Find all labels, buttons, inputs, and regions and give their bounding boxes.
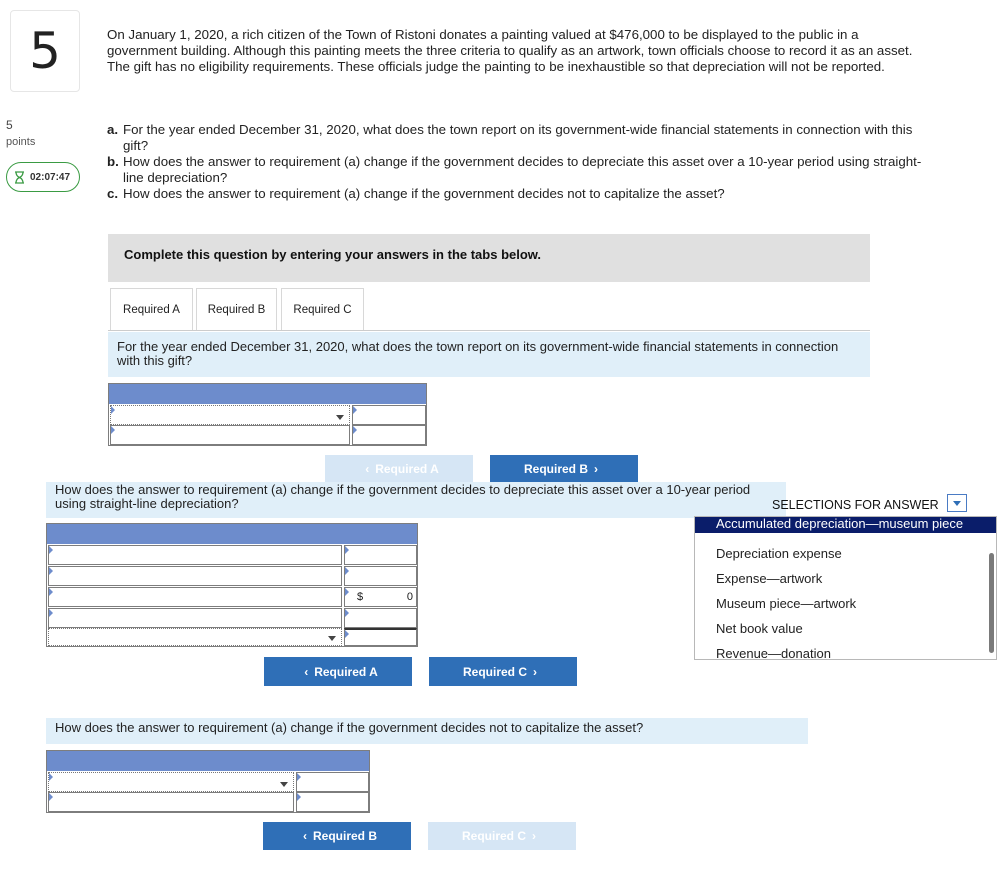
cell-marker bbox=[111, 406, 115, 414]
requirement-letter: b. bbox=[107, 154, 119, 169]
selection-option[interactable]: Net book value bbox=[716, 621, 803, 636]
tab-divider bbox=[108, 330, 870, 331]
chevron-right-icon: › bbox=[594, 462, 598, 476]
cell-marker bbox=[297, 793, 301, 801]
cell-marker bbox=[49, 567, 53, 575]
required-c-next-button bbox=[428, 822, 576, 850]
points-label: points bbox=[6, 136, 36, 148]
amount-input[interactable] bbox=[344, 545, 417, 565]
chevron-right-icon: › bbox=[532, 829, 536, 843]
required-a-prompt: For the year ended December 31, 2020, what does the town report on its government-wide financial statements in connection with this gift? bbox=[108, 332, 870, 377]
dropdown-arrow-icon bbox=[336, 415, 344, 420]
requirement-text: How does the answer to requirement (a) change if the government decides not to capitalize the asset? bbox=[123, 186, 725, 201]
selection-option[interactable]: Expense—artwork bbox=[716, 571, 823, 586]
account-select[interactable] bbox=[48, 628, 342, 646]
amount-value: 0 bbox=[406, 591, 413, 603]
required-b-prompt: How does the answer to requirement (a) change if the government decides to depreciate this asset over a 10-year period using straight-line depreciation? bbox=[46, 482, 786, 518]
cell-marker bbox=[345, 609, 349, 617]
total-input[interactable] bbox=[344, 628, 417, 646]
button-label: Required A bbox=[314, 664, 378, 679]
cell-marker bbox=[111, 426, 115, 434]
cell-marker bbox=[49, 773, 53, 781]
tab-required-c[interactable]: Required C bbox=[281, 288, 364, 330]
scrollbar[interactable] bbox=[989, 553, 994, 653]
cell-marker bbox=[49, 546, 53, 554]
required-b-answer-grid bbox=[46, 523, 418, 647]
required-b-prev-button[interactable] bbox=[263, 822, 411, 850]
amount-input[interactable] bbox=[296, 772, 369, 792]
cell-marker bbox=[345, 546, 349, 554]
tab-required-b[interactable]: Required B bbox=[196, 288, 277, 330]
currency-symbol: $ bbox=[357, 591, 364, 603]
chevron-left-icon: ‹ bbox=[365, 462, 370, 476]
account-input[interactable] bbox=[48, 587, 342, 607]
cell-marker bbox=[353, 426, 357, 434]
dropdown-arrow-icon bbox=[328, 636, 336, 641]
amount-input[interactable] bbox=[344, 608, 417, 628]
cell-marker bbox=[297, 773, 301, 781]
button-label: Required B bbox=[523, 462, 588, 476]
requirement-a bbox=[107, 122, 927, 154]
selection-option[interactable]: Depreciation expense bbox=[716, 546, 842, 561]
button-label: Required B bbox=[312, 829, 377, 843]
button-label: Required A bbox=[375, 462, 439, 476]
required-a-prev-button bbox=[325, 455, 473, 483]
dropdown-arrow-icon bbox=[280, 782, 288, 787]
requirement-b bbox=[107, 154, 927, 186]
amount-input[interactable] bbox=[344, 587, 417, 607]
selections-dropdown-toggle[interactable] bbox=[947, 494, 967, 512]
grid-header bbox=[47, 524, 417, 544]
tab-required-a[interactable]: Required A bbox=[110, 288, 193, 330]
required-c-answer-grid bbox=[46, 750, 370, 813]
chevron-left-icon: ‹ bbox=[304, 664, 309, 679]
selections-list bbox=[694, 516, 997, 660]
requirement-c bbox=[107, 186, 927, 202]
cell-marker bbox=[49, 588, 53, 596]
amount-input[interactable] bbox=[352, 425, 426, 445]
selections-title: SELECTIONS FOR ANSWER bbox=[772, 498, 939, 512]
grid-header bbox=[109, 384, 426, 404]
required-a-prev-button[interactable] bbox=[264, 657, 412, 686]
cell-marker bbox=[49, 609, 53, 617]
button-label: Required C bbox=[462, 664, 527, 679]
question-number: 5 bbox=[10, 10, 80, 92]
cell-marker bbox=[345, 630, 349, 638]
requirements-list bbox=[107, 122, 927, 202]
chevron-left-icon: ‹ bbox=[302, 829, 307, 843]
dropdown-arrow-icon bbox=[953, 501, 961, 506]
cell-marker bbox=[345, 588, 349, 596]
selection-option[interactable]: Museum piece—artwork bbox=[716, 596, 857, 611]
selection-option[interactable]: Revenue—donation bbox=[716, 646, 831, 660]
selection-option[interactable]: Accumulated depreciation—museum piece bbox=[695, 517, 996, 533]
account-input[interactable] bbox=[48, 566, 342, 586]
cell-marker bbox=[49, 793, 53, 801]
amount-input[interactable] bbox=[296, 792, 369, 812]
timer-text: 02:07:47 bbox=[30, 171, 71, 183]
requirement-letter: a. bbox=[107, 122, 119, 137]
grid-header bbox=[47, 751, 369, 771]
requirement-letter: c. bbox=[107, 186, 119, 201]
account-select[interactable] bbox=[110, 405, 350, 425]
chevron-right-icon: › bbox=[533, 664, 537, 679]
requirement-text: For the year ended December 31, 2020, what does the town report on its government-wide financial statements in connection with this gift? bbox=[123, 122, 913, 153]
account-input[interactable] bbox=[110, 425, 350, 445]
account-select[interactable] bbox=[48, 772, 294, 792]
cell-marker bbox=[345, 567, 349, 575]
account-input[interactable] bbox=[48, 545, 342, 565]
amount-input[interactable] bbox=[344, 566, 417, 586]
requirement-text: How does the answer to requirement (a) change if the government decides to depreciate this asset over a 10-year period using straight-line depreciation? bbox=[123, 154, 922, 185]
button-label: Required C bbox=[461, 829, 526, 843]
account-input[interactable] bbox=[48, 792, 294, 812]
instruction-banner: Complete this question by entering your answers in the tabs below. bbox=[108, 234, 870, 282]
account-input[interactable] bbox=[48, 608, 342, 628]
timer bbox=[6, 162, 80, 192]
required-a-answer-grid bbox=[108, 383, 427, 446]
required-c-next-button[interactable] bbox=[429, 657, 577, 686]
cell-marker bbox=[353, 406, 357, 414]
required-b-next-button[interactable] bbox=[490, 455, 638, 483]
required-c-prompt: How does the answer to requirement (a) change if the government decides not to capitalize the asset? bbox=[46, 718, 808, 744]
amount-input[interactable] bbox=[352, 405, 426, 425]
question-stem: On January 1, 2020, a rich citizen of the Town of Ristoni donates a painting valued at $476,000 to be displayed to the public in a government building. Although this painting meets the three criteria to qualify as an artwork, town officials choose to record it as an asset. The gift has no eligibility requirements. These officials judge the painting to be inexhaustible so that depreciation will not be reported. bbox=[107, 27, 913, 74]
hourglass-icon bbox=[14, 171, 25, 184]
points-value: 5 bbox=[6, 118, 13, 132]
